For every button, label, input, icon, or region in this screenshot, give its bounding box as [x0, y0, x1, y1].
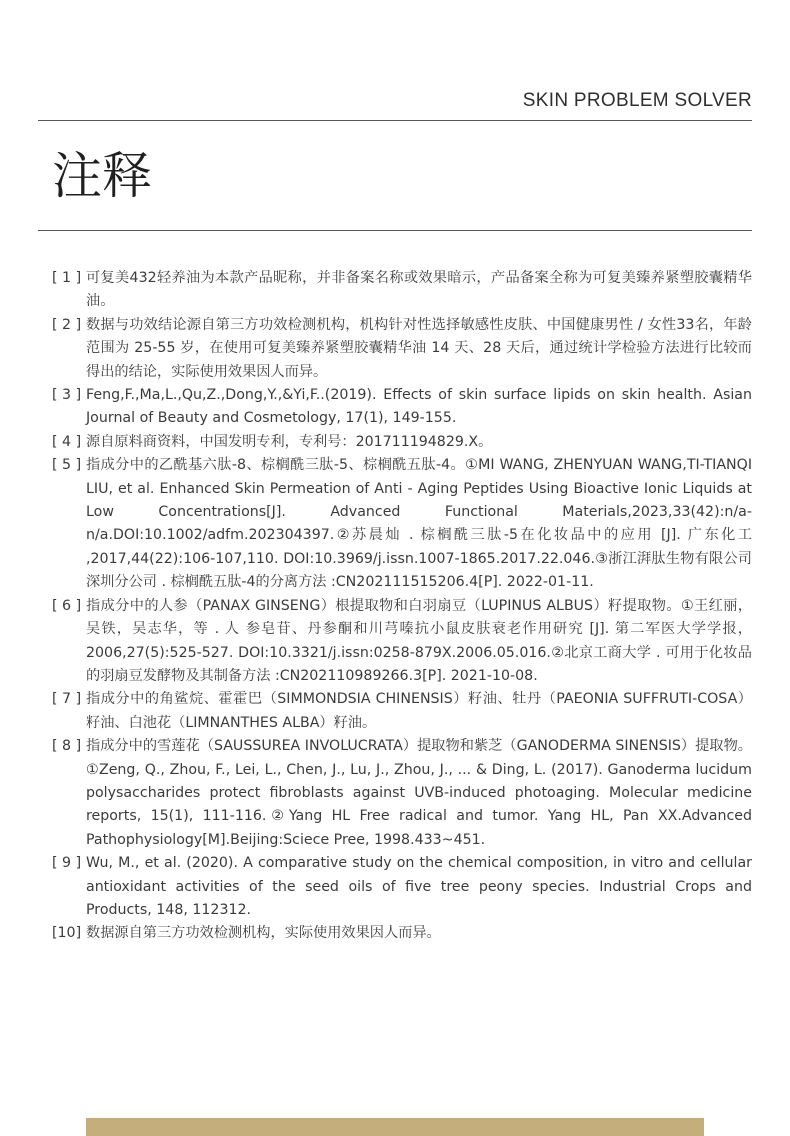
top-divider [38, 120, 752, 121]
note-number: [ 2 ] [52, 316, 82, 333]
note-text: 数据与功效结论源自第三方功效检测机构，机构针对性选择敏感性皮肤、中国健康男性 / 女性33名，年龄范围为 25-55 岁，在使用可复美臻养紧塑胶囊精华油 14 天、28 天后，通过统计学检验方法进行比较而得出的结论，实际使用效果因人而异。 [86, 316, 752, 380]
note-text: 可复美432轻养油为本款产品昵称，并非备案名称或效果暗示，产品备案全称为可复美臻养紧塑胶囊精华油。 [86, 270, 752, 310]
note-text: Feng,F.,Ma,L.,Qu,Z.,Dong,Y.,&Yi,F..(2019). Effects of skin surface lipids on skin health. Asian Journal of Beauty and Cosmetology, 17(1), 149-155. [86, 387, 752, 427]
footer-gold-bar [86, 1118, 704, 1136]
note-number: [ 9 ] [52, 855, 82, 872]
notes-list [52, 267, 752, 946]
note-item-2 [52, 314, 752, 384]
note-number: [ 4 ] [52, 433, 82, 450]
note-number: [ 1 ] [52, 270, 82, 286]
note-number: [ 6 ] [52, 597, 82, 614]
note-number: [ 7 ] [52, 691, 82, 708]
note-text: 指成分中的角鲨烷、霍霍巴（SIMMONDSIA CHINENSIS）籽油、牡丹（PAEONIA SUFFRUTI-COSA）籽油、白池花（LIMNANTHES ALBA）籽油。 [86, 691, 752, 731]
note-text: 数据源自第三方功效检测机构，实际使用效果因人而异。 [86, 925, 441, 942]
note-text: 指成分中的人参（PANAX GINSENG）根提取物和白羽扇豆（LUPINUS ALBUS）籽提取物。①王红丽，吴铁，吴志华，等 . 人 参皂苷、丹参酮和川芎嗪抗小鼠皮肤衰老作用研究 [J]. 第二军医大学学报，2006,27(5):525-527. DOI:10.3321/j.issn:0258-879X.2006.05.016.②北京工商大学 . 可用于化妆品的羽扇豆发酵物及其制备方法 :CN202110989266.3[P]. 2021-10-08. [86, 597, 752, 684]
note-item-3 [52, 384, 752, 431]
note-number: [10] [52, 925, 82, 942]
note-text: 指成分中的乙酰基六肽-8、棕榈酰三肽-5、棕榈酰五肽-4。①MI WANG, ZHENYUAN WANG,TI-TIANQI LIU, et al. Enhanced Skin Permeation of Anti - Aging Peptides Using Bioactive Ionic Liquids at Low Concentrations[J]. Advanced Functional Materials,2023,33(42):n/a-n/a.DOI:10.1002/adfm.202304397.②苏晨灿 . 棕榈酰三肽-5在化妆品中的应用 [J]. 广东化工 ,2017,44(22):106-107,110. DOI:10.3969/j.issn.1007-1865.2017.22.046.③浙江湃肽生物有限公司深圳分公司 . 棕榈酰五肽-4的分离方法 :CN202111515206.4[P]. 2022-01-11. [86, 457, 752, 591]
note-item-8 [52, 735, 752, 852]
page-title: 注释 [52, 147, 152, 205]
note-item-9 [52, 852, 752, 922]
note-item-4 [52, 431, 752, 454]
note-number: [ 5 ] [52, 457, 82, 474]
note-number: [ 8 ] [52, 738, 82, 755]
title-divider [38, 230, 752, 231]
note-item-1 [52, 267, 752, 314]
note-text: 指成分中的雪莲花（SAUSSUREA INVOLUCRATA）提取物和紫芝（GANODERMA SINENSIS）提取物。①Zeng, Q., Zhou, F., Lei, L., Chen, J., Lu, J., Zhou, J., ... & Ding, L. (2017). Ganoderma lucidum polysaccharides protect fibroblasts against UVB-induced photoaging. Molecular medicine reports, 15(1), 111-116.②Yang HL Free radical and tumor. Yang HL, Pan XX.Advanced Pathophysiology[M].Beijing:Sciece Pree, 1998.433~451. [86, 738, 752, 848]
note-text: 源自原料商资料，中国发明专利，专利号：201711194829.X。 [86, 433, 493, 450]
note-item-10 [52, 922, 752, 945]
note-text: Wu, M., et al. (2020). A comparative study on the chemical composition, in vitro and cellular antioxidant activities of the seed oils of five tree peony species. Industrial Crops and Products, 148, 112312. [86, 855, 752, 918]
brand-tagline: SKIN PROBLEM SOLVER [522, 90, 752, 111]
note-number: [ 3 ] [52, 387, 82, 404]
note-item-5 [52, 454, 752, 594]
note-item-6 [52, 595, 752, 689]
note-item-7 [52, 688, 752, 735]
